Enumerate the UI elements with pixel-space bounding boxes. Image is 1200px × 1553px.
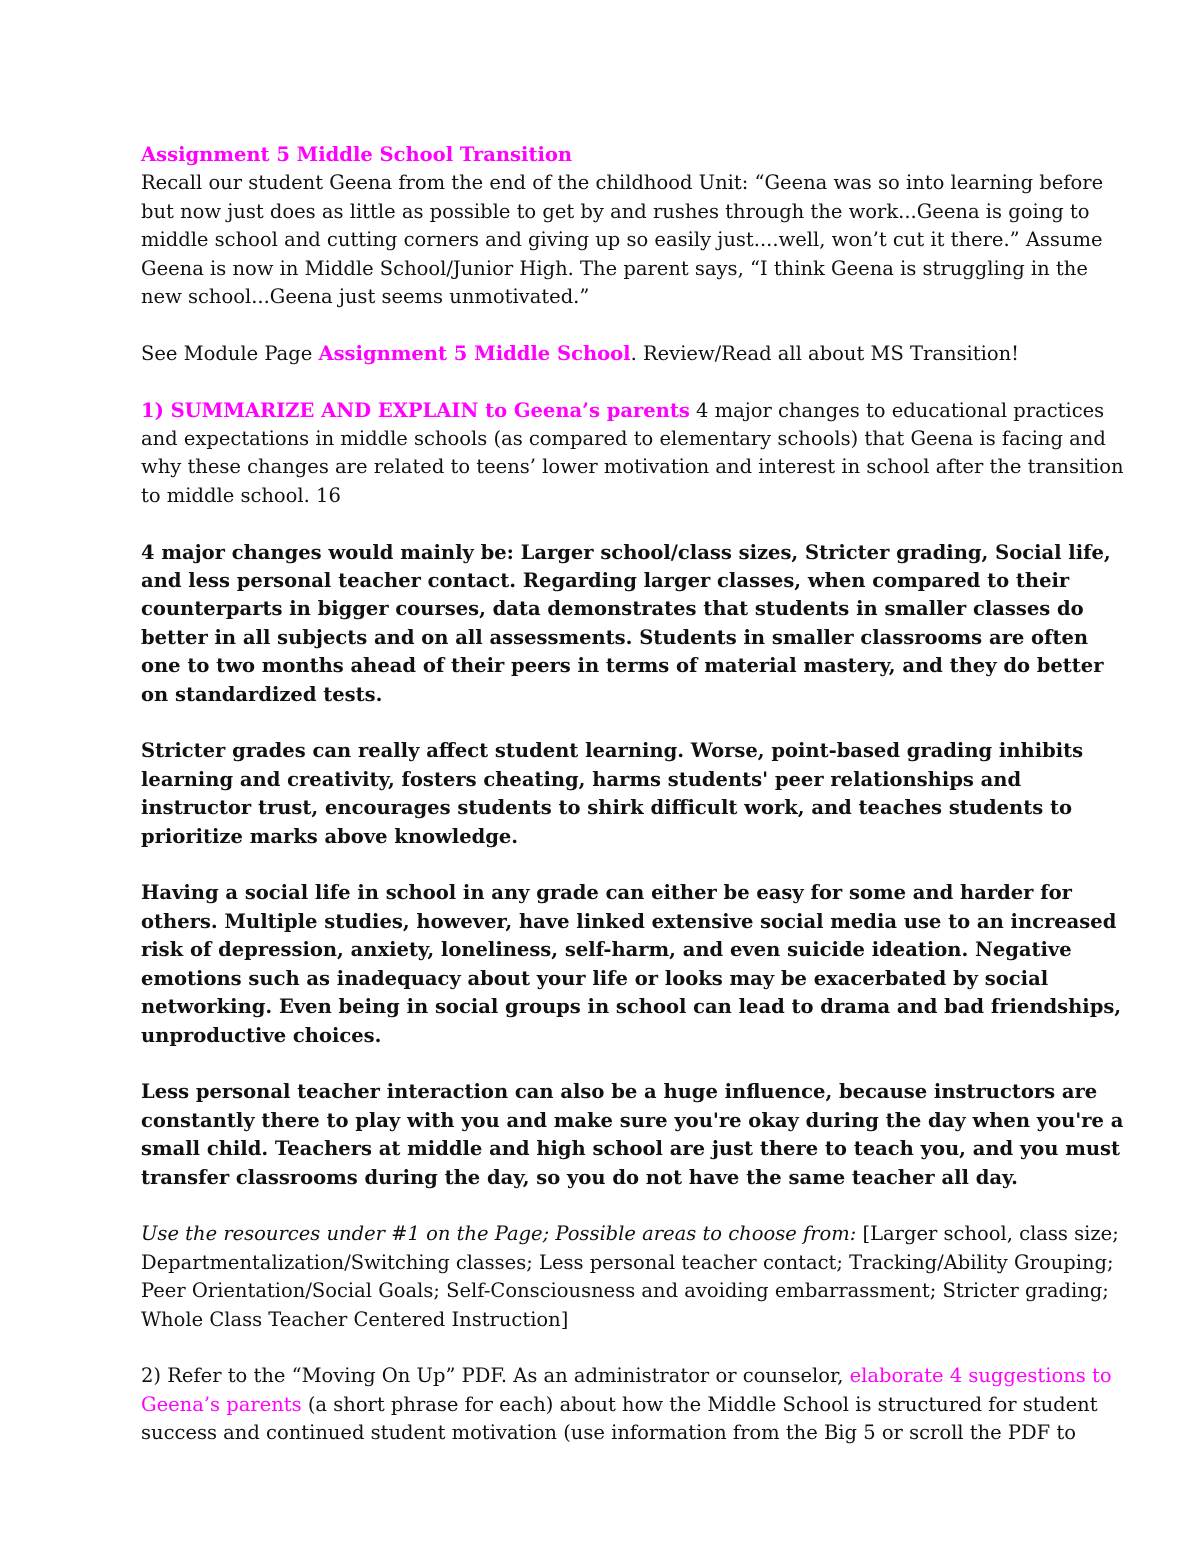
question-2-highlight: elaborate 4 suggestions to Geena’s parents [141, 1364, 1112, 1416]
resources-note [141, 1220, 1131, 1334]
answer-paragraph-3: Having a social life in school in any grade can either be easy for some and harder for others. Multiple studies, however, have linked extensive social media use to an increased risk of depression, anxiety, loneliness, self-harm, and even suicide ideation. Negative emotions such as inadequacy about your life or looks may be exacerbated by social networking. Even being in social groups in school can lead to drama and bad friendships, unproductive choices. [141, 881, 1122, 1047]
question-1-label: 1) SUMMARIZE AND EXPLAIN to Geena’s parents [141, 398, 690, 422]
question-2-prefix: 2) Refer to the “Moving On Up” PDF. As an administrator or counselor, [141, 1364, 850, 1388]
question-1 [141, 397, 1131, 511]
answer-paragraph-4: Less personal teacher interaction can also be a huge influence, because instructors are constantly there to play with you and make sure you're okay during the day when you're a small child. Teachers at middle and high school are just there to teach you, and you must transfer classrooms during the day, so you do not have the same teacher all day. [141, 1080, 1124, 1189]
resources-italic: Use the resources under #1 on the Page; Possible areas to choose from: [141, 1222, 857, 1246]
answer-paragraph-2: Stricter grades can really affect student learning. Worse, point-based grading inhibits learning and creativity, fosters cheating, harms students' peer relationships and instructor trust, encourages students to shirk difficult work, and teaches students to prioritize marks above knowledge. [141, 739, 1084, 848]
intro-text: Recall our student Geena from the end of the childhood Unit: “Geena was so into learning before but now just does as little as possible to get by and rushes through the work...Geena is going to middle school and cutting corners and giving up so easily just....well, won’t cut it there.” Assume Geena is now in Middle School/Junior High. The parent says, “I think Geena is struggling in the new school...Geena just seems unmotivated.” [141, 171, 1104, 309]
answer-paragraph-1: 4 major changes would mainly be: Larger school/class sizes, Stricter grading, Social life, and less personal teacher contact. Regarding larger classes, when compared to their counterparts in bigger courses, data demonstrates that students in smaller classes do better in all subjects and on all assessments. Students in smaller classrooms are often one to two months ahead of their peers in terms of material mastery, and they do better on standardized tests. [141, 540, 1111, 706]
blank-line [141, 311, 1131, 339]
module-suffix: . Review/Read all about MS Transition! [630, 341, 1019, 365]
question-2 [141, 1362, 1131, 1447]
assignment-block [141, 141, 1131, 311]
module-line [141, 340, 1131, 368]
document-page [141, 141, 1131, 1476]
question-1-text: 4 major changes to educational practices and expectations in middle schools (as compared to elementary schools) that Geena is facing and why these changes are related to teens’ lower motivation and interest in school after the transition to middle school. 16 [141, 398, 1124, 507]
module-prefix: See Module Page [141, 341, 319, 365]
module-link[interactable]: Assignment 5 Middle School [318, 341, 631, 365]
question-2-suffix: (a short phrase for each) about how the Middle School is structured for student success and continued student motivation (use information from the Big 5 or scroll the PDF to [141, 1392, 1098, 1445]
assignment-title: Assignment 5 Middle School Transition [141, 143, 573, 166]
resources-list: [Larger school, class size; Departmentalization/Switching classes; Less personal teacher contact; Tracking/Ability Grouping; Peer Orientation/Social Goals; Self-Consciousness and avoiding embarrassment; Stricter grading; Whole Class Teacher Centered Instruction] [141, 1222, 1119, 1331]
